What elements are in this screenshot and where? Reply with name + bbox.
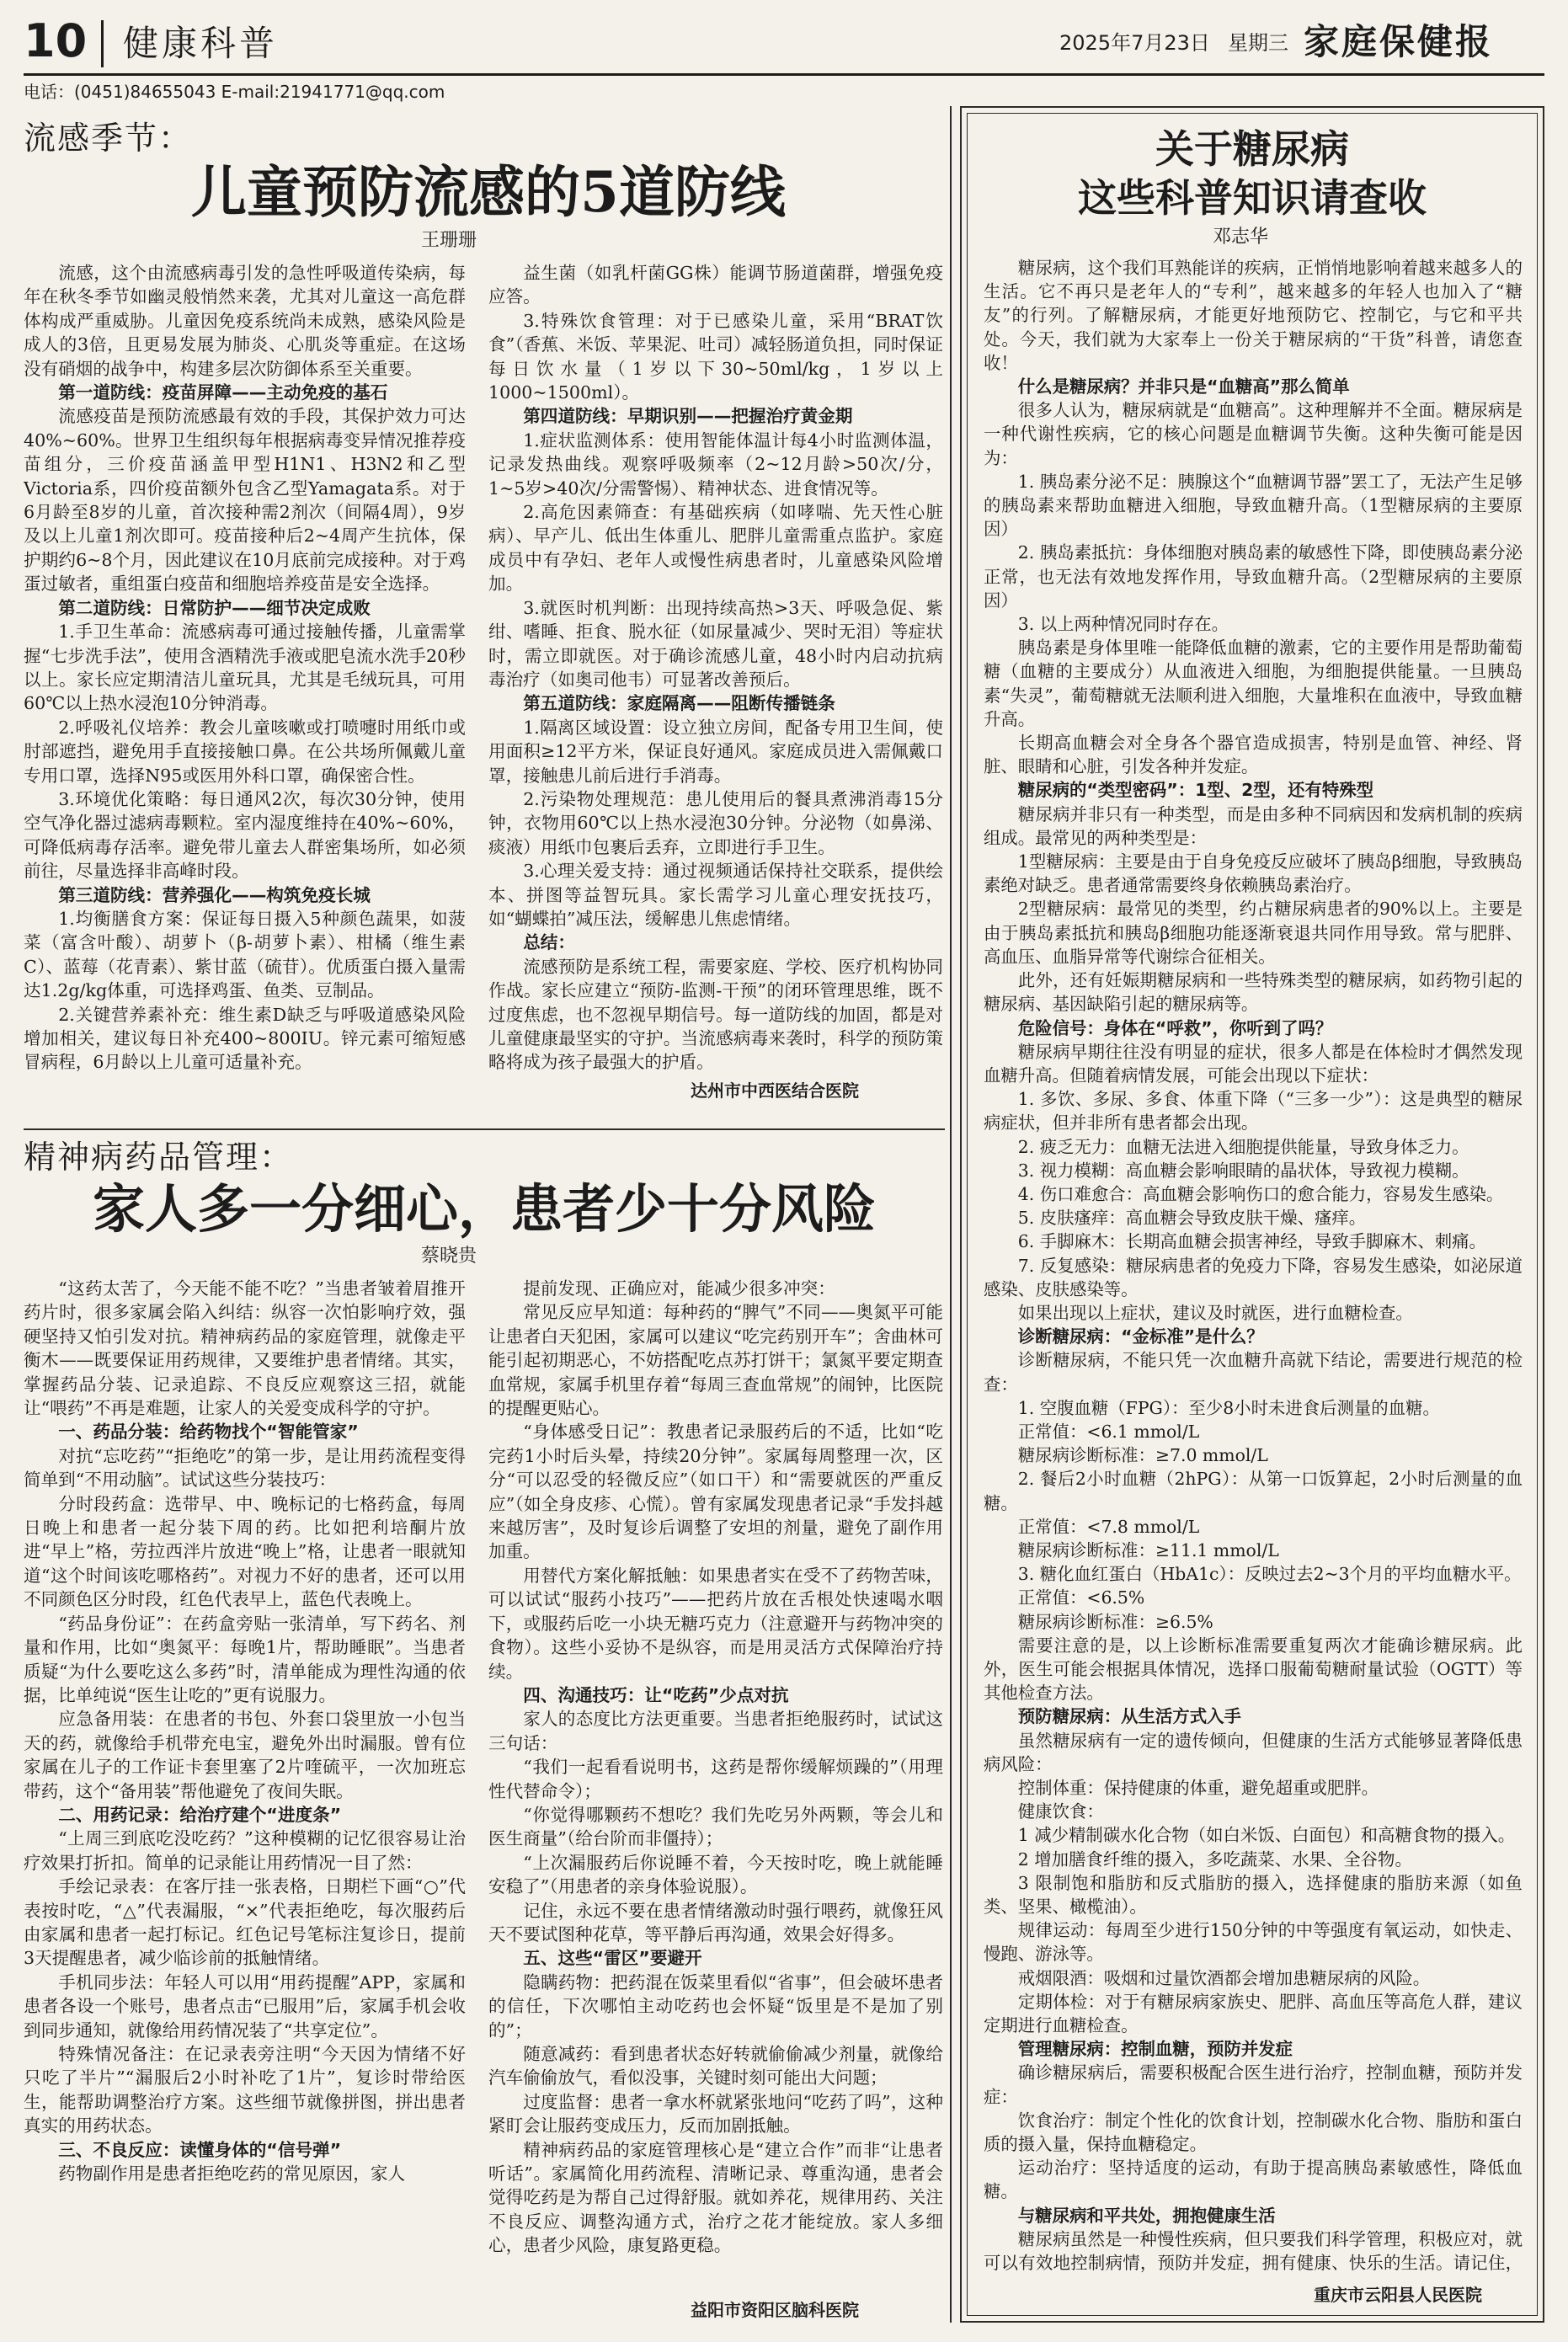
paragraph: “你觉得哪颗药不想吃？我们先吃另外两颗，等会儿和医生商量”（给台阶而非僵持）； xyxy=(488,1804,943,1849)
paragraph: 3. 视力模糊：高血糖会影响眼睛的晶状体，导致视力模糊。 xyxy=(1017,1160,1469,1181)
paragraph: “药品身份证”：在药盒旁贴一张清单，写下药名、剂量和作用，比如“奥氮平：每晚1片，帮助睡眠”。当患者质疑“为什么要吃这么多药”时，清单能成为理性沟通的依据，比单纯说“医生让吃的”更有说服力。 xyxy=(24,1613,466,1705)
paragraph: 健康饮食： xyxy=(1017,1801,1104,1822)
paragraph: 长期高血糖会对全身各个器官造成损害，特别是血管、神经、肾脏、眼睛和心脏，引发各种并发症。 xyxy=(984,733,1523,777)
paragraph: 正常值：<6.5% xyxy=(1017,1587,1145,1608)
paragraph: 1. 胰岛素分泌不足：胰腺这个“血糖调节器”罢工了，无法产生足够的胰岛素来帮助血糖进入细胞，导致血糖升高。（1型糖尿病的主要原因） xyxy=(984,471,1523,540)
paragraph: 需要注意的是，以上诊断标准需要重复两次才能确诊糖尿病。此外，医生可能会根据具体情况，选择口服葡萄糖耐量试验（OGTT）等其他检查方法。 xyxy=(984,1635,1523,1704)
paragraph: 2. 胰岛素抵抗：身体细胞对胰岛素的敏感性下降，即使胰岛素分泌正常，也无法有效地发挥作用，导致血糖升高。（2型糖尿病的主要原因） xyxy=(984,542,1523,611)
paragraph: 正常值：<7.8 mmol/L xyxy=(1017,1516,1200,1537)
subheading: 一、药品分装：给药物找个“智能管家” xyxy=(58,1422,359,1443)
subheading: 糖尿病的“类型密码”：1型、2型，还有特殊型 xyxy=(1017,780,1374,801)
paragraph: 精神病药品的家庭管理核心是“建立合作”而非“让患者听话”。家属简化用药流程、清晰记录、尊重沟通，患者会觉得吃药是为帮自己过得舒服。就如养花，规律用药、关注不良反应、调整沟通方式，治疗之花才能绽放。家人多细心，患者少风险，康复路更稳。 xyxy=(488,2139,943,2256)
paragraph: 用替代方案化解抵触：如果患者实在受不了药物苦味，可以试试“服药小技巧”——把药片放在舌根处快速喝水咽下，或服药后吃一小块无糖巧克力（注意避开与药物冲突的食物）。这些小妥协不是纵容，而是用灵活方式保障治疗持续。 xyxy=(488,1565,943,1682)
paragraph: 手绘记录表：在客厅挂一张表格，日期栏下画“○”代表按时吃，“△”代表漏服，“×”代表拒绝吃，每次服药后由家属和患者一起打标记。红色记号笔标注复诊日，提前3天提醒患者，减少临诊前的抵触情绪。 xyxy=(24,1876,466,1969)
subheading: 四、沟通技巧：让“吃药”少点对抗 xyxy=(523,1684,789,1705)
paragraph: 诊断糖尿病，不能只凭一次血糖升高就下结论，需要进行规范的检查： xyxy=(984,1350,1523,1395)
article2-column-2 xyxy=(488,1277,943,2292)
column-rule xyxy=(950,106,952,2323)
article2-author: 蔡晓贵 xyxy=(421,1246,477,1267)
paragraph: 2.污染物处理规范：患儿使用后的餐具煮沸消毒15分钟，衣物用60℃以上热水浸泡30分钟。分泌物（如鼻涕、痰液）用纸巾包裹后丢弃，立即进行手卫生。 xyxy=(488,788,943,857)
subheading: 总结： xyxy=(523,932,575,953)
section-title: 健康科普 xyxy=(123,23,279,64)
paragraph: 糖尿病早期往往没有明显的症状，很多人都是在体检时才偶然发现血糖升高。但随着病情发展，可能会出现以下症状： xyxy=(984,1041,1523,1086)
paragraph: 1. 空腹血糖（FPG）：至少8小时未进食后测量的血糖。 xyxy=(1017,1397,1440,1418)
subheading: 三、不良反应：读懂身体的“信号弹” xyxy=(58,2139,342,2160)
article3-title-line1: 关于糖尿病 xyxy=(1155,126,1349,172)
issue-date: 2025年7月23日 xyxy=(1059,31,1210,55)
paragraph: “上次漏服药后你说睡不着，今天按时吃，晚上就能睡安稳了”（用患者的亲身体验说服）。 xyxy=(488,1852,943,1897)
subheading: 二、用药记录：给治疗建个“进度条” xyxy=(58,1804,342,1825)
paragraph: 1.均衡膳食方案：保证每日摄入5种颜色蔬果，如菠菜（富含叶酸）、胡萝卜（β-胡萝卜素）、柑橘（维生素C）、蓝莓（花青素）、紫甘蓝（硫苷）。优质蛋白摄入量需达1.2g/kg体重，可选择鸡蛋、鱼类、豆制品。 xyxy=(24,908,466,1001)
paragraph: 2 增加膳食纤维的摄入，多吃蔬菜、水果、全谷物。 xyxy=(1017,1849,1412,1870)
article3-body xyxy=(984,256,1523,2277)
paragraph: “我们一起看看说明书，这药是帮你缓解烦躁的”（用理性代替命令）； xyxy=(488,1757,943,1801)
paragraph: “这药太苦了，今天能不能不吃？”当患者皱着眉推开药片时，很多家属会陷入纠结：纵容一次怕影响疗效，强硬坚持又怕引发对抗。精神病药品的家庭管理，就像走平衡木——既要保证用药规律，又要维护患者情绪。其实，掌握药品分装、记录追踪、不良反应观察这三招，就能让“喂药”不再是难题，让家人的关爱变成科学的守护。 xyxy=(24,1278,466,1419)
paragraph: 饮食治疗：制定个性化的饮食计划，控制碳水化合物、脂肪和蛋白质的摄入量，保持血糖稳定。 xyxy=(984,2110,1523,2155)
paragraph: 1 减少精制碳水化合物（如白米饭、白面包）和高糖食物的摄入。 xyxy=(1017,1825,1516,1846)
paragraph: 规律运动：每周至少进行150分钟的中等强度有氧运动，如快走、慢跑、游泳等。 xyxy=(984,1920,1523,1965)
subheading: 第三道防线：营养强化——构筑免疫长城 xyxy=(58,884,371,905)
article1-title: 儿童预防流感的5道防线 xyxy=(191,159,786,225)
paragraph: 运动治疗：坚持适度的运动，有助于提高胰岛素敏感性，降低血糖。 xyxy=(984,2158,1523,2202)
paragraph: 6. 手脚麻木：长期高血糖会损害神经，导致手脚麻木、刺痛。 xyxy=(1017,1231,1486,1252)
paragraph: 3.特殊饮食管理：对于已感染儿童，采用“BRAT饮食”（香蕉、米饭、苹果泥、吐司）减轻肠道负担，同时保证每日饮水量（1岁以下30~50ml/kg，1岁以上1000~1500ml）。 xyxy=(488,310,943,403)
subheading: 五、这些“雷区”要避开 xyxy=(523,1948,702,1969)
paragraph: 戒烟限酒：吸烟和过量饮酒都会增加患糖尿病的风险。 xyxy=(1017,1967,1431,1988)
paragraph: “身体感受日记”：教患者记录服药后的不适，比如“吃完药1小时后头晕，持续20分钟”。家属每周整理一次，区分“可以忍受的轻微反应”（如口干）和“需要就医的严重反应”（如全身皮疹、心慌）。曾有家属发现患者记录“手发抖越来越厉害”，及时复诊后调整了安坦的剂量，避免了副作用加重。 xyxy=(488,1422,943,1562)
paragraph: “上周三到底吃没吃药？”这种模糊的记忆很容易让治疗效果打折扣。简单的记录能让用药情况一目了然： xyxy=(24,1828,466,1873)
paragraph: 3. 糖化血红蛋白（HbA1c）：反映过去2~3个月的平均血糖水平。 xyxy=(1017,1564,1522,1585)
paragraph: 1.隔离区域设置：设立独立房间，配备专用卫生间，使用面积≥12平方米，保证良好通风。家庭成员进入需佩戴口罩，接触患儿前后进行手消毒。 xyxy=(488,717,943,786)
paragraph: 糖尿病并非只有一种类型，而是由多种不同病因和发病机制的疾病组成。最常见的两种类型是： xyxy=(984,803,1523,848)
paragraph: 随意减药：看到患者状态好转就偷偷减少剂量，就像给汽车偷偷放气，看似没事，关键时刻可能出大问题； xyxy=(488,2044,943,2089)
paragraph: 2. 疲乏无力：血糖无法进入细胞提供能量，导致身体乏力。 xyxy=(1017,1136,1469,1157)
paper-name: 家庭保健报 xyxy=(1304,21,1494,62)
paragraph: 胰岛素是身体里唯一能降低血糖的激素，它的主要作用是帮助葡萄糖（血糖的主要成分）从血液进入细胞，为细胞提供能量。一旦胰岛素“失灵”，葡萄糖就无法顺利进入细胞，大量堆积在血液中，导致血糖升高。 xyxy=(984,638,1523,729)
paragraph: 虽然糖尿病有一定的遗传倾向，但健康的生活方式能够显著降低患病风险： xyxy=(984,1730,1523,1774)
article3-source: 重庆市云阳县人民医院 xyxy=(1314,2285,1482,2305)
subheading: 什么是糖尿病？并非只是“血糖高”那么简单 xyxy=(1017,376,1350,397)
article3-title-line2: 这些科普知识请查收 xyxy=(1078,175,1427,221)
paragraph: 应急备用装：在患者的书包、外套口袋里放一小包当天的药，就像给手机带充电宝，避免外出时漏服。曾有位家属在儿子的工作证卡套里塞了2片喹硫平，一次加班忘带药，这个“备用装”帮他避免了夜间失眠。 xyxy=(24,1709,466,1801)
paragraph: 5. 皮肤瘙痒：高血糖会导致皮肤干燥、瘙痒。 xyxy=(1017,1208,1367,1229)
article1-source: 达州市中西医结合医院 xyxy=(691,1080,859,1101)
paragraph: 记住，永远不要在患者情绪激动时强行喂药，就像狂风天不要试图种花草，等平静后再沟通，效果会好得多。 xyxy=(488,1900,943,1945)
subheading: 诊断糖尿病：“金标准”是什么？ xyxy=(1017,1326,1264,1347)
paragraph: 7. 反复感染：糖尿病患者的免疫力下降，容易发生感染，如泌尿道感染、皮肤感染等。 xyxy=(984,1255,1523,1299)
article1-column-2 xyxy=(488,261,943,1075)
article2-title: 家人多一分细心，患者少十分风险 xyxy=(92,1178,876,1240)
article2-kicker: 精神病药品管理： xyxy=(24,1139,294,1176)
paragraph: 提前发现、正确应对，能减少很多冲突： xyxy=(523,1278,835,1299)
paragraph: 家人的态度比方法更重要。当患者拒绝服药时，试试这三句话： xyxy=(488,1709,943,1753)
paragraph: 控制体重：保持健康的体重，避免超重或肥胖。 xyxy=(1017,1778,1379,1798)
paragraph: 糖尿病诊断标准：≥6.5% xyxy=(1017,1611,1213,1632)
article1-kicker: 流感季节： xyxy=(24,120,193,157)
paragraph: 3.就医时机判断：出现持续高热>3天、呼吸急促、紫绀、嗜睡、拒食、脱水征（如尿量减少、哭时无泪）等症状时，需立即就医。对于确诊流感儿童，48小时内启动抗病毒治疗（如奥司他韦）可显著改善预后。 xyxy=(488,597,943,690)
masthead xyxy=(24,12,1544,76)
masthead-divider xyxy=(101,20,104,67)
paragraph: 手机同步法：年轻人可以用“用药提醒”APP，家属和患者各设一个账号，患者点击“已服用”后，家属手机会收到同步通知，就像给用药情况装了“共享定位”。 xyxy=(24,1971,466,2041)
subheading: 预防糖尿病：从生活方式入手 xyxy=(1017,1706,1241,1727)
paragraph: 流感疫苗是预防流感最有效的手段，其保护效力可达40%~60%。世界卫生组织每年根据病毒变异情况推荐疫苗组分，三价疫苗涵盖甲型H1N1、H3N2和乙型Victoria系，四价疫苗额外包含乙型Yamagata系。对于6月龄至8岁的儿童，首次接种需2剂次（间隔4周），9岁及以上儿童1剂次即可。疫苗接种后2~4周产生抗体，保护期约6~8个月，因此建议在10月底前完成接种。对于鸡蛋过敏者，重组蛋白疫苗和细胞培养疫苗是安全选择。 xyxy=(24,406,466,595)
paragraph: 2. 餐后2小时血糖（2hPG）：从第一口饭算起，2小时后测量的血糖。 xyxy=(984,1469,1523,1513)
paragraph: 过度监督：患者一拿水杯就紧张地问“吃药了吗”，这种紧盯会让服药变成压力，反而加剧抵触。 xyxy=(488,2091,943,2137)
paragraph: 隐瞒药物：把药混在饭菜里看似“省事”，但会破坏患者的信任，下次哪怕主动吃药也会怀疑“饭里是不是加了别的”； xyxy=(488,1971,943,2041)
paragraph: 2.呼吸礼仪培养：教会儿童咳嗽或打喷嚏时用纸巾或肘部遮挡，避免用手直接接触口鼻。在公共场所佩戴儿童专用口罩，选择N95或医用外科口罩，确保密合性。 xyxy=(24,717,466,786)
paragraph: 1型糖尿病：主要是由于自身免疫反应破坏了胰岛β细胞，导致胰岛素绝对缺乏。患者通常需要终身依赖胰岛素治疗。 xyxy=(984,851,1523,896)
paragraph: 流感，这个由流感病毒引发的急性呼吸道传染病，每年在秋冬季节如幽灵般悄然来袭，尤其对儿童这一高危群体构成严重威胁。儿童因免疫系统尚未成熟，感染风险是成人的3倍，且更易发展为肺炎、心肌炎等重症。在这场没有硝烟的战争中，构建多层次防御体系至关重要。 xyxy=(24,263,466,379)
paragraph: 药物副作用是患者拒绝吃药的常见原因，家人 xyxy=(58,2163,406,2185)
subheading: 第五道防线：家庭隔离——阻断传播链条 xyxy=(523,693,835,714)
paragraph: 1.手卫生革命：流感病毒可通过接触传播，儿童需掌握“七步洗手法”，使用含酒精洗手液或肥皂流水洗手20秒以上。家长应定期清洁儿童玩具，尤其是毛绒玩具，可用60℃以上热水浸泡10分钟消毒。 xyxy=(24,622,466,714)
paragraph: 3.心理关爱支持：通过视频通话保持社交联系，提供绘本、拼图等益智玩具。家长需学习儿童心理安抚技巧，如“蝴蝶拍”减压法，缓解患儿焦虑情绪。 xyxy=(488,861,943,929)
issue-weekday: 星期三 xyxy=(1228,31,1288,55)
paragraph: 2.关键营养素补充：维生素D缺乏与呼吸道感染风险增加相关，建议每日补充400~800IU。锌元素可缩短感冒病程，6月龄以上儿童可适量补充。 xyxy=(24,1004,466,1073)
paragraph: 2型糖尿病：最常见的类型，约占糖尿病患者的90%以上。主要是由于胰岛素抵抗和胰岛β细胞功能逐渐衰退共同作用导致。常与肥胖、高血压、血脂异常等代谢综合征相关。 xyxy=(984,899,1523,967)
paragraph: 流感预防是系统工程，需要家庭、学校、医疗机构协同作战。家长应建立“预防-监测-干预”的闭环管理思维，既不过度焦虑，也不忽视早期信号。每一道防线的加固，都是对儿童健康最坚实的守护。当流感病毒来袭时，科学的预防策略将成为孩子最强大的护盾。 xyxy=(488,956,943,1073)
article3-author: 邓志华 xyxy=(1213,227,1269,248)
subheading: 危险信号：身体在“呼救”，你听到了吗？ xyxy=(1017,1017,1333,1038)
paragraph: 3. 以上两种情况同时存在。 xyxy=(1017,614,1229,635)
paragraph: 3.环境优化策略：每日通风2次，每次30分钟，使用空气净化器过滤病毒颗粒。室内湿度维持在40%~60%，可降低病毒存活率。避免带儿童去人群密集场所，如必须前往，尽量选择非高峰时段。 xyxy=(24,788,466,882)
paragraph: 定期体检：对于有糖尿病家族史、肥胖、高血压等高危人群，建议定期进行血糖检查。 xyxy=(984,1991,1523,2036)
subheading: 第二道防线：日常防护——细节决定成败 xyxy=(58,597,371,618)
article2-column-1 xyxy=(24,1277,466,2324)
article1-column-1 xyxy=(24,261,466,1120)
paragraph: 正常值：<6.1 mmol/L xyxy=(1017,1421,1200,1442)
paragraph: 1. 多饮、多尿、多食、体重下降（“三多一少”）：这是典型的糖尿病症状，但并非所有患者都会出现。 xyxy=(984,1089,1523,1134)
subheading: 第四道防线：早期识别——把握治疗黄金期 xyxy=(523,406,853,427)
paragraph: 1.症状监测体系：使用智能体温计每4小时监测体温，记录发热曲线。观察呼吸频率（2~12月龄>50次/分，1~5岁>40次/分需警惕）、精神状态、进食情况等。 xyxy=(488,429,943,499)
subheading: 管理糖尿病：控制血糖，预防并发症 xyxy=(1017,2039,1293,2060)
paragraph: 确诊糖尿病后，需要积极配合医生进行治疗，控制血糖，预防并发症： xyxy=(984,2062,1523,2107)
paragraph: 很多人认为，糖尿病就是“血糖高”。这种理解并不全面。糖尿病是一种代谢性疾病，它的核心问题是血糖调节失衡。这种失衡可能是因为： xyxy=(984,400,1523,468)
paragraph: 糖尿病诊断标准：≥7.0 mmol/L xyxy=(1017,1445,1268,1466)
paragraph: 糖尿病，这个我们耳熟能详的疾病，正悄悄地影响着越来越多人的生活。它不再只是老年人的“专利”，越来越多的年轻人也加入了“糖友”的行列。了解糖尿病，才能更好地预防它、控制它，与它和平共处。今天，我们就为大家奉上一份关于糖尿病的“干货”科普，请您查收！ xyxy=(984,258,1523,373)
paragraph: 如果出现以上症状，建议及时就医，进行血糖检查。 xyxy=(1017,1302,1413,1323)
paragraph: 分时段药盒：选带早、中、晚标记的七格药盒，每周日晚上和患者一起分装下周的药。比如把利培酮片放进“早上”格，劳拉西泮片放进“晚上”格，让患者一眼就知道“这个时间该吃哪格药”。对视力不好的患者，还可以用不同颜色区分时段，红色代表早上，蓝色代表晚上。 xyxy=(24,1493,466,1610)
paragraph: 益生菌（如乳杆菌GG株）能调节肠道菌群，增强免疫应答。 xyxy=(488,263,943,307)
paragraph: 此外，还有妊娠期糖尿病和一些特殊类型的糖尿病，如药物引起的糖尿病、基因缺陷引起的糖尿病等。 xyxy=(984,970,1523,1015)
paragraph: 4. 伤口难愈合：高血糖会影响伤口的愈合能力，容易发生感染。 xyxy=(1017,1183,1504,1204)
paragraph: 2.高危因素筛查：有基础疾病（如哮喘、先天性心脏病）、早产儿、低出生体重儿、肥胖儿童需重点监护。家庭成员中有孕妇、老年人或慢性病患者时，儿童感染风险增加。 xyxy=(488,502,943,595)
paragraph: 常见反应早知道：每种药的“脾气”不同——奥氮平可能让患者白天犯困，家属可以建议“吃完药别开车”；舍曲林可能引起初期恶心，不妨搭配吃点苏打饼干；氯氮平要定期查血常规，家属手机里存着“每周三查血常规”的闹钟，比医院的提醒更贴心。 xyxy=(488,1302,943,1419)
article2-source: 益阳市资阳区脑科医院 xyxy=(691,2300,859,2320)
subheading: 第一道防线：疫苗屏障——主动免疫的基石 xyxy=(58,382,388,403)
subheading: 与糖尿病和平共处，拥抱健康生活 xyxy=(1017,2205,1276,2226)
page-number: 10 xyxy=(24,14,88,67)
article-divider xyxy=(24,1128,945,1130)
paragraph: 糖尿病虽然是一种慢性疾病，但只要我们科学管理，积极应对，就可以有效地控制病情，预防并发症，拥有健康、快乐的生活。请记住， xyxy=(984,2228,1523,2274)
paragraph: 特殊情况备注：在记录表旁注明“今天因为情绪不好只吃了半片”“漏服后2小时补吃了1片”，复诊时带给医生，能帮助调整治疗方案。这些细节就像拼图，拼出患者真实的用药状态。 xyxy=(24,2044,466,2137)
paragraph: 糖尿病诊断标准：≥11.1 mmol/L xyxy=(1017,1539,1279,1560)
article1-author: 王珊珊 xyxy=(421,230,477,251)
paragraph: 对抗“忘吃药”“拒绝吃”的第一步，是让用药流程变得简单到“不用动脑”。试试这些分装技巧： xyxy=(24,1445,466,1491)
contact-line: 电话：(0451)84655043 E-mail:21941771@qq.com xyxy=(24,82,445,102)
paragraph: 3 限制饱和脂肪和反式脂肪的摄入，选择健康的脂肪来源（如鱼类、坚果、橄榄油）。 xyxy=(984,1872,1523,1918)
